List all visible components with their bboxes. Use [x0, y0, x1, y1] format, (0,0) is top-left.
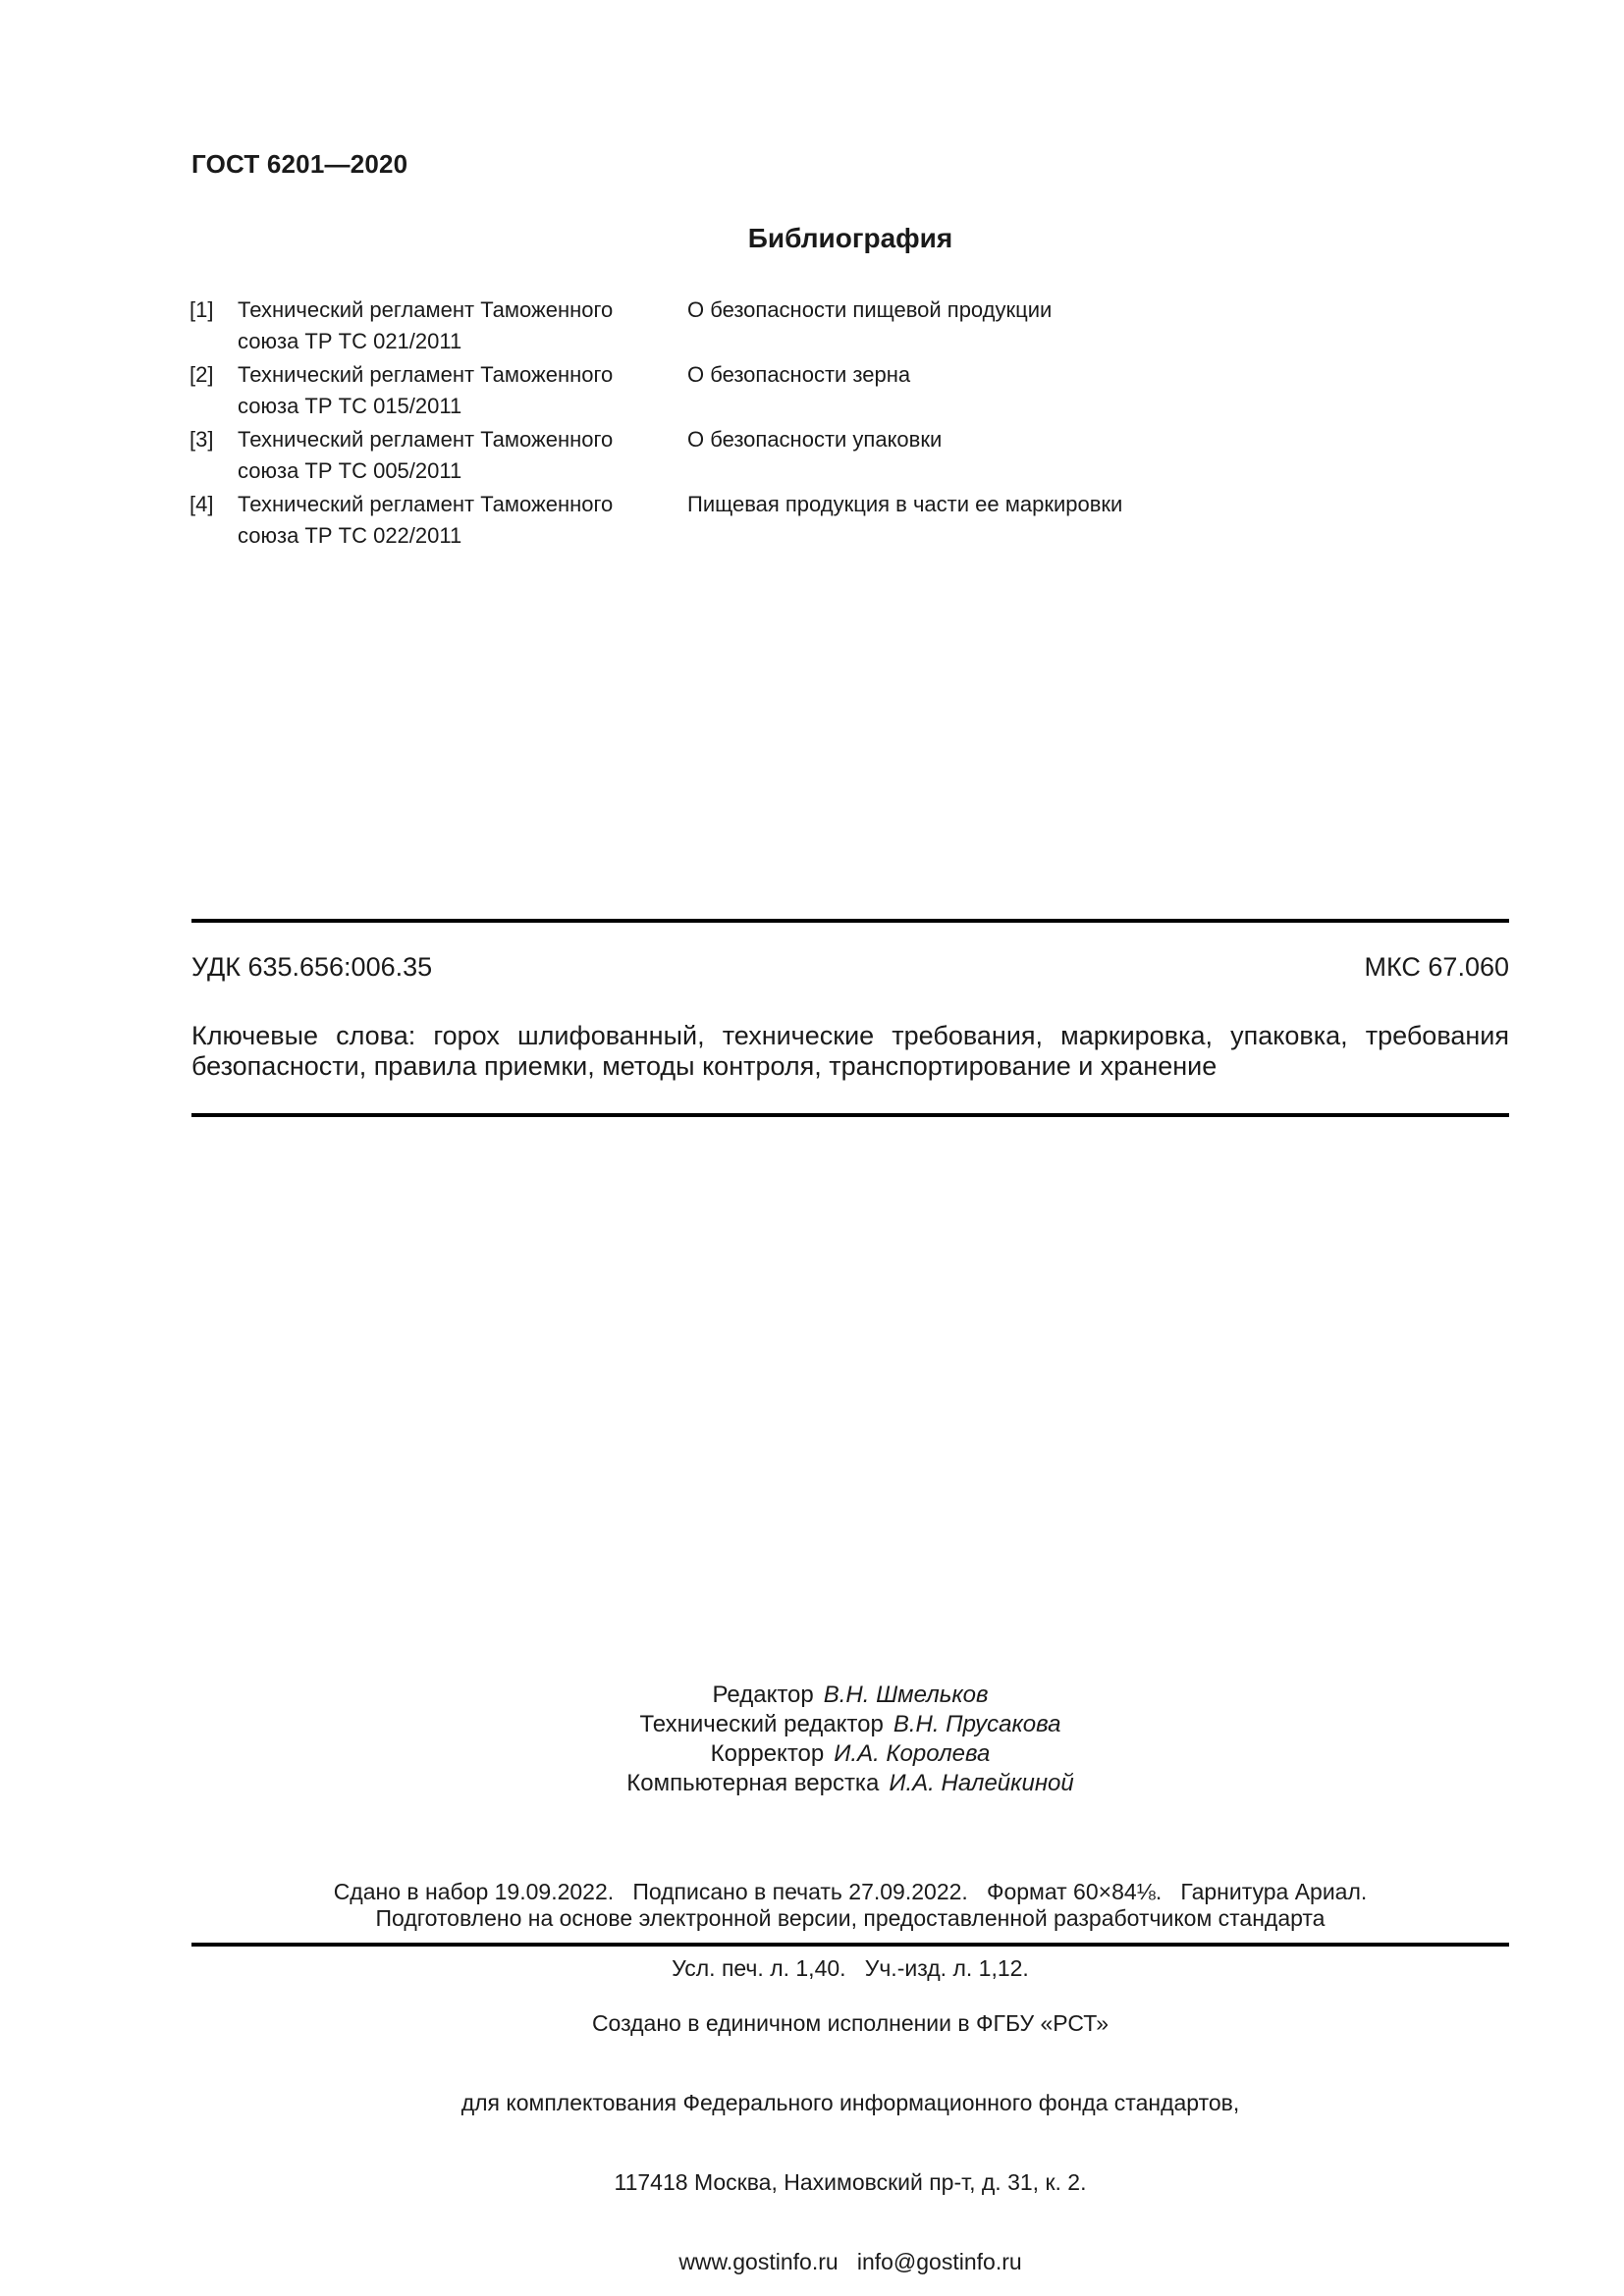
bib-source: Технический регламент Таможенного союза ТР ТС 021/2011	[238, 297, 614, 353]
editors-block	[191, 1681, 1509, 1798]
editor-line	[191, 1739, 1509, 1769]
publisher-line-2: для комплектования Федерального информационного фонда стандартов,	[460, 2090, 1240, 2115]
typesetting-line-1: Сдано в набор 19.09.2022. Подписано в печать 27.09.2022. Формат 60×84⅛. Гарнитура Ариал.	[333, 1879, 1368, 1904]
editor-name: И.А. Налейкиной	[889, 1770, 1074, 1796]
publisher-line-1: Создано в единичном исполнении в ФГБУ «РСТ»	[591, 2010, 1110, 2036]
editor-name: В.Н. Шмельков	[823, 1682, 989, 1708]
typesetting-line-2: Усл. печ. л. 1,40. Уч.-изд. л. 1,12.	[672, 1955, 1029, 1981]
separator-rule-middle	[191, 1113, 1509, 1117]
bib-source: Технический регламент Таможенного союза ТР ТС 015/2011	[238, 362, 614, 418]
editor-line	[191, 1681, 1509, 1710]
editor-role-label: Технический редактор	[639, 1711, 884, 1737]
udk-code: УДК 635.656:006.35	[191, 952, 433, 982]
bib-ref-number: [2]	[189, 362, 214, 387]
bib-ref-number: [4]	[189, 492, 214, 516]
publisher-line-3: 117418 Москва, Нахимовский пр-т, д. 31, к. 2.	[614, 2169, 1087, 2195]
bib-source: Технический регламент Таможенного союза ТР ТС 022/2011	[238, 492, 614, 548]
bibliography-item	[189, 424, 1509, 487]
editor-role-label: Корректор	[710, 1740, 825, 1767]
bibliography-title: Библиография	[747, 223, 953, 253]
editor-line	[191, 1710, 1509, 1739]
classification-row	[191, 952, 1509, 983]
editor-role-label: Редактор	[712, 1682, 814, 1708]
editor-line	[191, 1769, 1509, 1798]
separator-rule-bottom	[191, 1943, 1509, 1947]
publisher-line-4: www.gostinfo.ru info@gostinfo.ru	[678, 2249, 1022, 2274]
prepared-note: Подготовлено на основе электронной версии, предоставленной разработчиком стандарта	[375, 1905, 1326, 1931]
bib-source: Технический регламент Таможенного союза ТР ТС 005/2011	[238, 427, 614, 483]
bibliography-item	[189, 294, 1509, 357]
doc-code: ГОСТ 6201—2020	[191, 149, 408, 179]
bib-title: О безопасности зерна	[687, 362, 911, 387]
bib-ref-number: [1]	[189, 297, 214, 322]
bib-title: О безопасности упаковки	[687, 427, 943, 452]
editor-role-label: Компьютерная верстка	[626, 1770, 880, 1796]
bib-title: Пищевая продукция в части ее маркировки	[687, 492, 1123, 516]
keywords-paragraph: Ключевые слова: горох шлифованный, технические требования, маркировка, упаковка, требования безопасности, правила приемки, методы контроля, транспортирование и хранение	[191, 1021, 1509, 1081]
separator-rule-top	[191, 919, 1509, 923]
bibliography-item	[189, 359, 1509, 422]
bib-ref-number: [3]	[189, 427, 214, 452]
bibliography-list	[189, 294, 1509, 554]
publisher-block	[191, 1957, 1509, 2296]
editor-name: И.А. Королева	[834, 1740, 991, 1767]
bib-title: О безопасности пищевой продукции	[687, 297, 1053, 322]
editor-name: В.Н. Прусакова	[893, 1711, 1061, 1737]
bibliography-item	[189, 489, 1509, 552]
mks-code: МКС 67.060	[1364, 952, 1509, 982]
